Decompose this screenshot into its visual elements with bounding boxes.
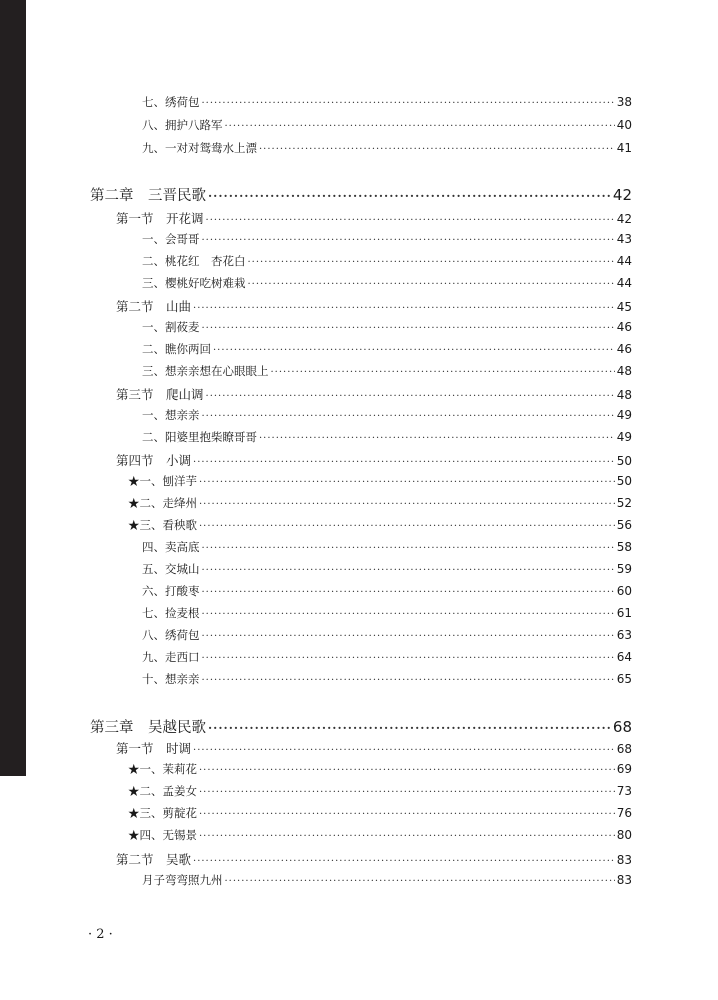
toc-entry[interactable] <box>128 805 632 821</box>
toc-entry[interactable] <box>142 253 632 269</box>
dot-leader <box>259 433 615 444</box>
entry-page: 76 <box>616 806 632 820</box>
entry-page: 64 <box>616 650 632 664</box>
dot-leader <box>202 98 615 109</box>
entry-title: 五、交城山 <box>142 562 200 576</box>
dot-leader <box>248 257 615 268</box>
entry-title: 八、拥护八路军 <box>142 118 223 132</box>
section-title: 第二节 山曲 <box>116 299 192 314</box>
toc-chapter[interactable] <box>90 184 632 205</box>
section-page: 45 <box>616 300 632 314</box>
entry-page: 44 <box>616 254 632 268</box>
dot-leader <box>259 144 615 155</box>
dot-leader <box>199 499 615 510</box>
dot-leader <box>202 543 615 554</box>
entry-title: 十、想亲亲 <box>142 672 200 686</box>
toc-entry[interactable] <box>142 117 632 133</box>
toc-entry[interactable] <box>142 872 632 888</box>
entry-title: 三、樱桃好吃树难栽 <box>142 276 246 290</box>
entry-title: ★二、走绛州 <box>128 496 197 510</box>
section-title: 第四节 小调 <box>116 453 192 468</box>
entry-title: 二、瞧你两回 <box>142 342 211 356</box>
entry-page: 83 <box>616 873 632 887</box>
dot-leader <box>199 765 615 776</box>
entry-page: 48 <box>616 364 632 378</box>
entry-title: ★二、孟姜女 <box>128 784 197 798</box>
entry-page: 49 <box>616 408 632 422</box>
entry-page: 65 <box>616 672 632 686</box>
entry-title: 一、割莜麦 <box>142 320 200 334</box>
dot-leader <box>202 675 615 686</box>
toc-section[interactable] <box>116 739 632 757</box>
entry-title: ★一、刨洋芋 <box>128 474 197 488</box>
entry-title: ★三、看秧歌 <box>128 518 197 532</box>
entry-title: 八、绣荷包 <box>142 628 200 642</box>
chapter-title: 第二章 三晋民歌 <box>90 188 206 204</box>
dot-leader <box>202 653 615 664</box>
entry-page: 56 <box>616 518 632 532</box>
entry-title: 一、想亲亲 <box>142 408 200 422</box>
toc-entry[interactable] <box>142 407 632 423</box>
dot-leader <box>193 457 615 468</box>
toc-entry[interactable] <box>142 319 632 335</box>
dot-leader <box>206 391 615 402</box>
entry-title: ★一、茉莉花 <box>128 762 197 776</box>
entry-page: 49 <box>616 430 632 444</box>
entry-page: 60 <box>616 584 632 598</box>
entry-title: 四、卖高底 <box>142 540 200 554</box>
dot-leader <box>208 721 611 735</box>
section-page: 50 <box>616 454 632 468</box>
dot-leader <box>202 631 615 642</box>
entry-page: 46 <box>616 342 632 356</box>
toc-chapter[interactable] <box>90 716 632 737</box>
toc-entry[interactable] <box>128 827 632 843</box>
toc-entry[interactable] <box>142 627 632 643</box>
dot-leader <box>193 856 615 867</box>
toc-entry[interactable] <box>128 783 632 799</box>
entry-page: 40 <box>616 118 632 132</box>
entry-page: 46 <box>616 320 632 334</box>
dot-leader <box>202 235 615 246</box>
entry-page: 80 <box>616 828 632 842</box>
toc-entry[interactable] <box>142 363 632 379</box>
dot-leader <box>213 345 615 356</box>
section-title: 第一节 开花调 <box>116 211 204 226</box>
toc-entry[interactable] <box>142 605 632 621</box>
entry-page: 44 <box>616 276 632 290</box>
entry-title: 三、想亲亲想在心眼眼上 <box>142 364 269 378</box>
dot-leader <box>199 477 615 488</box>
toc-entry[interactable] <box>128 517 632 533</box>
toc-entry[interactable] <box>142 583 632 599</box>
dot-leader <box>248 279 615 290</box>
dot-leader <box>202 587 615 598</box>
dot-leader <box>206 215 615 226</box>
entry-page: 58 <box>616 540 632 554</box>
dot-leader <box>202 323 615 334</box>
dot-leader <box>208 189 611 203</box>
entry-title: 七、绣荷包 <box>142 95 200 109</box>
dot-leader <box>199 809 615 820</box>
dot-leader <box>225 876 615 887</box>
entry-title: 二、阳婆里抱柴瞭哥哥 <box>142 430 257 444</box>
toc-entry[interactable] <box>128 761 632 777</box>
dot-leader <box>271 367 615 378</box>
dot-leader <box>202 565 615 576</box>
section-title: 第二节 吴歌 <box>116 852 192 867</box>
entry-page: 59 <box>616 562 632 576</box>
section-title: 第三节 爬山调 <box>116 387 204 402</box>
chapter-page: 42 <box>612 186 632 204</box>
toc-entry[interactable] <box>142 539 632 555</box>
entry-page: 61 <box>616 606 632 620</box>
chapter-page: 68 <box>612 718 632 736</box>
entry-page: 50 <box>616 474 632 488</box>
dot-leader <box>199 521 615 532</box>
entry-title: 月子弯弯照九州 <box>142 873 223 887</box>
toc-entry[interactable] <box>142 94 632 110</box>
toc-section[interactable] <box>116 850 632 868</box>
entry-title: ★四、无锡景 <box>128 828 197 842</box>
entry-title: 七、捡麦根 <box>142 606 200 620</box>
dot-leader <box>225 121 615 132</box>
dot-leader <box>202 609 615 620</box>
entry-title: 六、打酸枣 <box>142 584 200 598</box>
toc-section[interactable] <box>116 451 632 469</box>
dot-leader <box>202 411 615 422</box>
toc-section[interactable] <box>116 385 632 403</box>
toc-entry[interactable] <box>128 473 632 489</box>
toc-entry[interactable] <box>142 561 632 577</box>
dot-leader <box>193 745 615 756</box>
entry-page: 73 <box>616 784 632 798</box>
toc-section[interactable] <box>116 297 632 315</box>
page-number: · 2 · <box>88 927 113 942</box>
entry-title: ★三、剪靛花 <box>128 806 197 820</box>
entry-page: 38 <box>616 95 632 109</box>
entry-page: 63 <box>616 628 632 642</box>
section-title: 第一节 时调 <box>116 741 192 756</box>
chapter-title: 第三章 吴越民歌 <box>90 720 206 736</box>
toc-entry[interactable] <box>142 140 632 156</box>
entry-title: 九、走西口 <box>142 650 200 664</box>
toc-entry[interactable] <box>142 671 632 687</box>
toc-entry[interactable] <box>142 275 632 291</box>
toc-entry[interactable] <box>142 649 632 665</box>
section-page: 68 <box>616 742 632 756</box>
entry-page: 43 <box>616 232 632 246</box>
entry-page: 41 <box>616 141 632 155</box>
entry-title: 九、一对对鸳鸯水上漂 <box>142 141 257 155</box>
toc-entry[interactable] <box>142 429 632 445</box>
section-page: 48 <box>616 388 632 402</box>
toc-section[interactable] <box>116 209 632 227</box>
toc-entry[interactable] <box>128 495 632 511</box>
dot-leader <box>199 831 615 842</box>
toc-entry[interactable] <box>142 231 632 247</box>
entry-page: 52 <box>616 496 632 510</box>
section-page: 83 <box>616 853 632 867</box>
entry-page: 69 <box>616 762 632 776</box>
entry-title: 二、桃花红 杏花白 <box>142 254 246 268</box>
section-page: 42 <box>616 212 632 226</box>
entry-title: 一、会哥哥 <box>142 232 200 246</box>
dot-leader <box>199 787 615 798</box>
dot-leader <box>193 303 615 314</box>
toc-entry[interactable] <box>142 341 632 357</box>
